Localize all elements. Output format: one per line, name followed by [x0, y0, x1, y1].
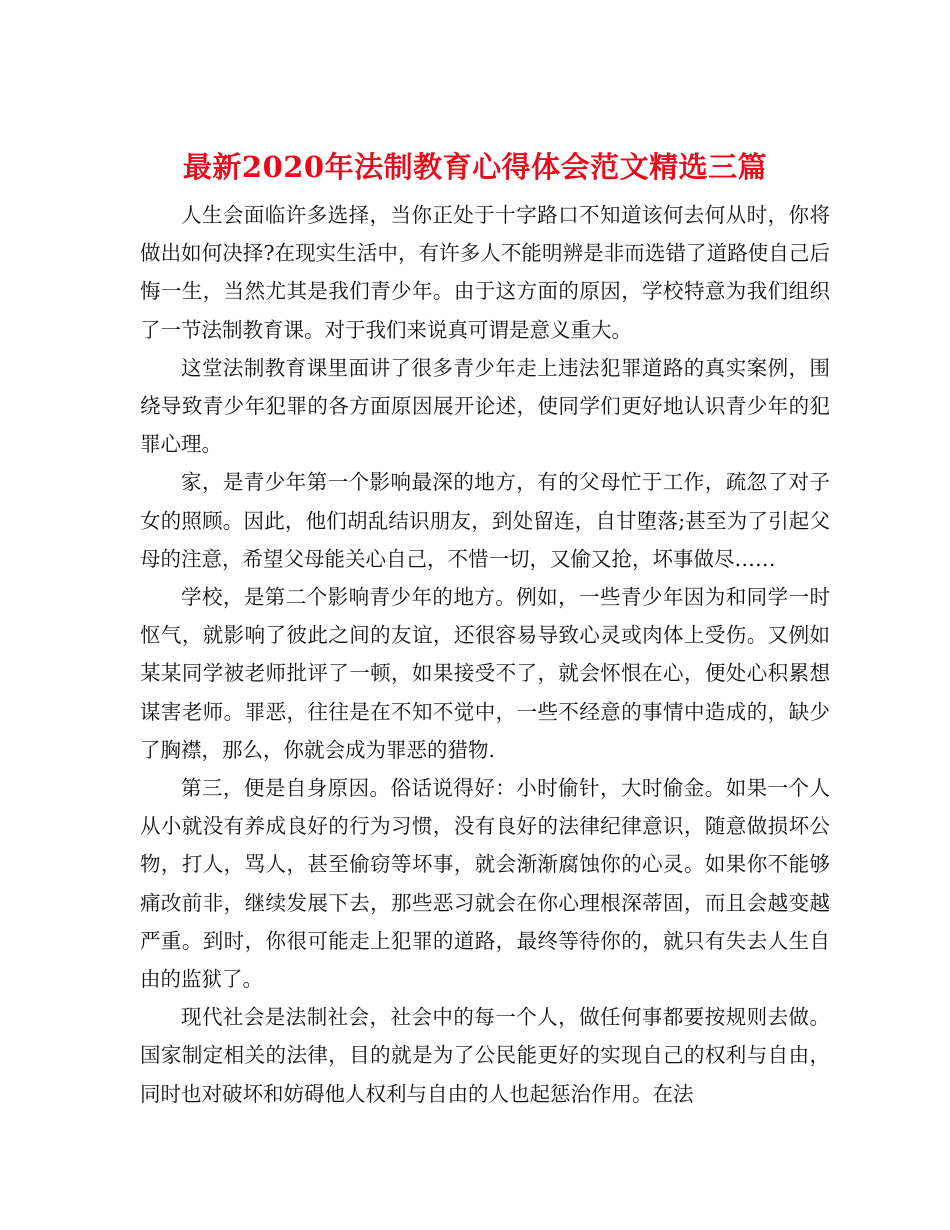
- paragraph-5: 第三，便是自身原因。俗话说得好：小时偷针，大时偷金。如果一个人从小就没有养成良好的行为习惯，没有良好的法律纪律意识，随意做损坏公物，打人，骂人，甚至偷窃等坏事，就会渐渐腐蚀你的心灵。如果你不能够痛改前非，继续发展下去，那些恶习就会在你心理根深蒂固，而且会越变越严重。到时，你很可能走上犯罪的道路，最终等待你的，就只有失去人生自由的监狱了。: [140, 776, 830, 992]
- paragraph-6: 现代社会是法制社会，社会中的每一个人，做任何事都要按规则去做。国家制定相关的法律，目的就是为了公民能更好的实现自己的权利与自由，同时也对破坏和妨碍他人权利与自由的人也起惩治作用。在法: [140, 1005, 830, 1106]
- paragraph-4: 学校，是第二个影响青少年的地方。例如，一些青少年因为和同学一时怄气，就影响了彼此之间的友谊，还很容易导致心灵或肉体上受伤。又例如某某同学被老师批评了一顿，如果接受不了，就会怀恨在心，便处心积累想谋害老师。罪恶，往往是在不知不觉中，一些不经意的事情中造成的，缺少了胸襟，那么，你就会成为罪恶的猎物.: [140, 585, 830, 762]
- paragraph-1: 人生会面临许多选择，当你正处于十字路口不知道该何去何从时，你将做出如何决择?在现实生活中，有许多人不能明辨是非而选错了道路使自己后悔一生，当然尤其是我们青少年。由于这方面的原因，学校特意为我们组织了一节法制教育课。对于我们来说真可谓是意义重大。: [140, 203, 830, 342]
- document-body: [140, 196, 830, 1113]
- document-title: 最新2020年法制教育心得体会范文精选三篇: [182, 150, 768, 185]
- paragraph-3: 家，是青少年第一个影响最深的地方，有的父母忙于工作，疏忽了对子女的照顾。因此，他们胡乱结识朋友，到处留连，自甘堕落;甚至为了引起父母的注意，希望父母能关心自己，不惜一切，又偷又抢，坏事做尽……: [140, 470, 830, 571]
- paragraph-2: 这堂法制教育课里面讲了很多青少年走上违法犯罪道路的真实案例，围绕导致青少年犯罪的各方面原因展开论述，使同学们更好地认识青少年的犯罪心理。: [140, 355, 830, 457]
